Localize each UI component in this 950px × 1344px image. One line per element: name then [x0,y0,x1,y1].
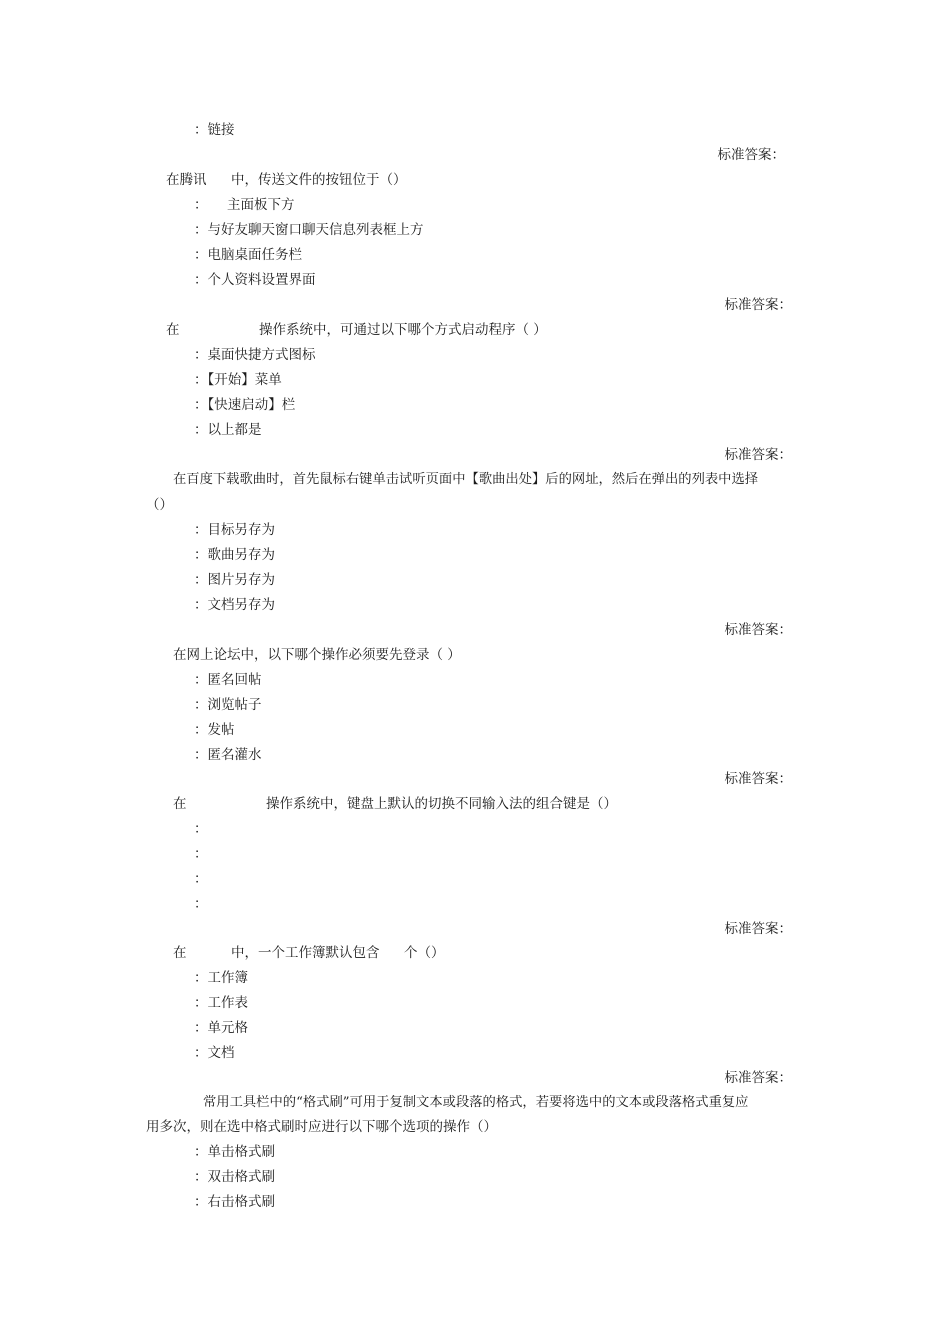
question-stem-line-1: 常用工具栏中的“格式刷”可用于复制文本或段落的格式，若要将选中的文本或段落格式重复应 [203,1095,749,1110]
option-1: ：桌面快捷方式图标 [194,347,316,363]
option-2: ：工作表 [194,995,248,1011]
option-4: ：匿名灌水 [194,747,262,763]
option-2: ：双击格式刷 [194,1169,275,1185]
option-1-colon: ： [194,197,208,213]
option-3: ：单元格 [194,1020,248,1036]
option-3: ：【快速启动】栏 [194,397,296,413]
question-stem-line-2: （） [146,497,173,513]
option-1: ：工作簿 [194,970,248,986]
question-stem-part: 操作系统中，键盘上默认的切换不同输入法的组合键是（） [266,796,617,812]
option-1: ：链接 [194,122,235,138]
answer-label: 标准答案： [724,771,792,787]
question-stem-part: 中，传送文件的按钮位于（） [231,172,407,188]
question-stem-part: 中，一个工作簿默认包含 [231,945,380,961]
question-stem-line-1: 在百度下载歌曲时，首先鼠标右键单击试听页面中【歌曲出处】后的网址，然后在弹出的列表中选择 [173,472,759,487]
option-2: ：【开始】菜单 [194,372,282,388]
option-1: 主面板下方 [227,197,295,213]
option-1: ：匿名回帖 [194,672,262,688]
option-2: ：浏览帖子 [194,697,262,713]
question-stem-part: 操作系统中，可通过以下哪个方式启动程序（ ） [259,322,547,338]
answer-label: 标准答案： [724,1070,792,1086]
option-4: ：以上都是 [194,422,262,438]
answer-label: 标准答案： [724,622,792,638]
option-1: ： [194,821,208,837]
answer-label: 标准答案： [724,297,792,313]
question-stem-part: 在 [173,945,187,961]
option-1: ：单击格式刷 [194,1144,275,1160]
option-3: ：发帖 [194,722,235,738]
question-stem-part: 个（） [404,945,445,961]
option-2: ：与好友聊天窗口聊天信息列表框上方 [194,222,424,238]
option-1: ：目标另存为 [194,522,275,538]
option-2: ： [194,846,208,862]
option-4: ：文档 [194,1045,235,1061]
question-stem-part: 在 [173,796,187,812]
question-stem: 在网上论坛中，以下哪个操作必须要先登录（ ） [173,647,461,663]
question-stem-part: 在腾讯 [166,172,207,188]
option-2: ：歌曲另存为 [194,547,275,563]
answer-label: 标准答案： [724,921,792,937]
option-3: ： [194,871,208,887]
option-4: ：文档另存为 [194,597,275,613]
option-3: ：电脑桌面任务栏 [194,247,302,263]
option-3: ：右击格式刷 [194,1194,275,1210]
option-4: ： [194,896,208,912]
option-3: ：图片另存为 [194,572,275,588]
answer-label: 标准答案： [724,447,792,463]
question-stem-part: 在 [166,322,180,338]
option-4: ：个人资料设置界面 [194,272,316,288]
question-stem-line-2: 用多次，则在选中格式刷时应进行以下哪个选项的操作（） [146,1119,497,1135]
answer-label: 标准答案： [717,147,785,163]
